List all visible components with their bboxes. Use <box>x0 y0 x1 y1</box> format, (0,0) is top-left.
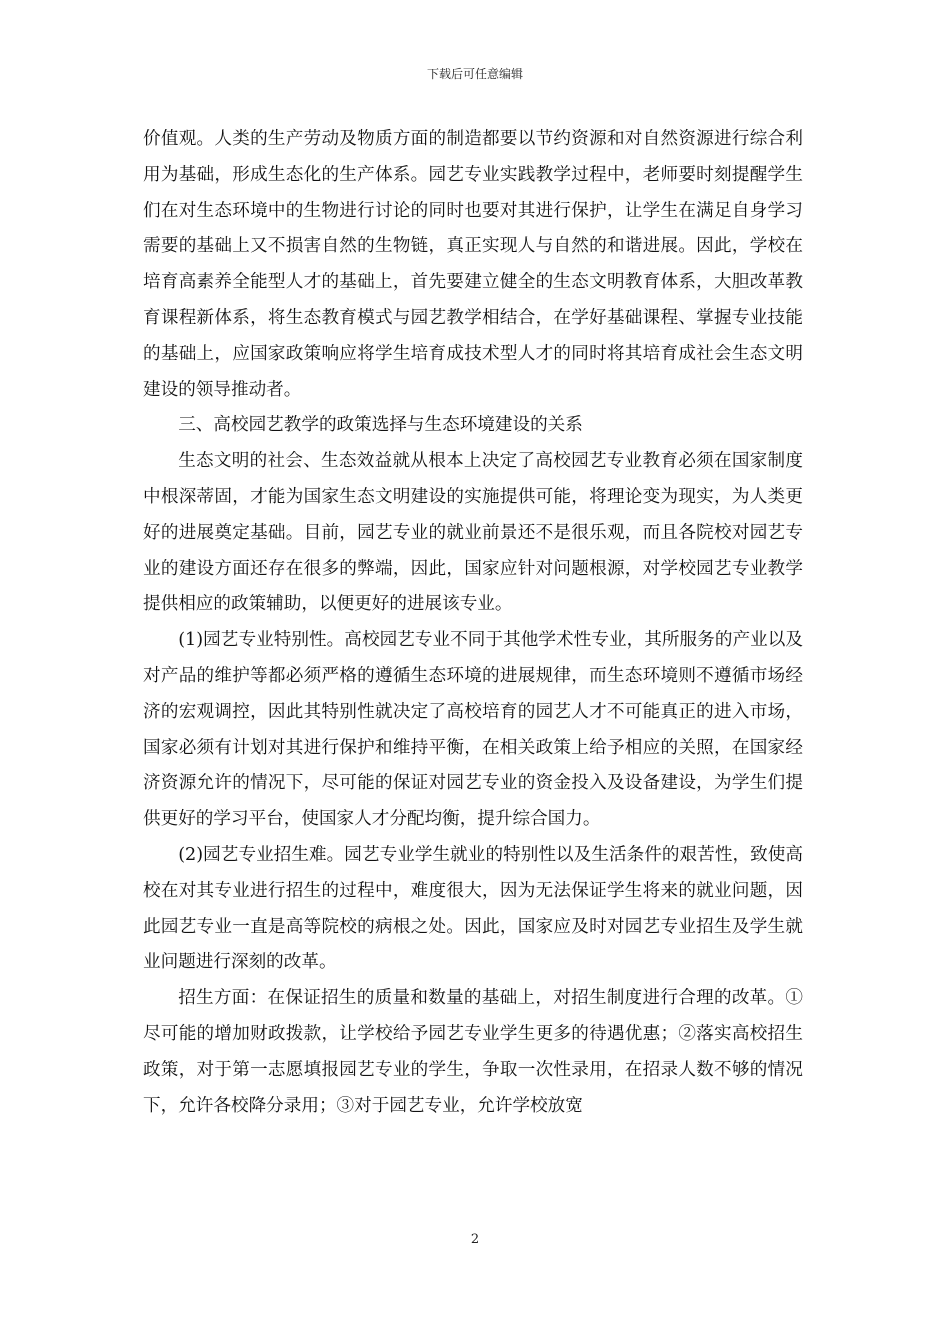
paragraph: (1)园艺专业特别性。高校园艺专业不同于其他学术性专业，其所服务的产业以及对产品的维护等都必须严格的遵循生态环境的进展规律，而生态环境则不遵循市场经济的宏观调控，因此其特别性就决定了高校培育的园艺人才不可能真正的进入市场，国家必须有计划对其进行保护和维持平衡，在相关政策上给予相应的关照，在国家经济资源允许的情况下，尽可能的保证对园艺专业的资金投入及设备建设，为学生们提供更好的学习平台，使国家人才分配均衡，提升综合国力。 <box>143 630 803 830</box>
paragraph: 价值观。人类的生产劳动及物质方面的制造都要以节约资源和对自然资源进行综合利用为基础，形成生态化的生产体系。园艺专业实践教学过程中，老师要时刻提醒学生们在对生态环境中的生物进行讨论的同时也要对其进行保护，让学生在满足自身学习需要的基础上又不损害自然的生物链，真正实现人与自然的和谐进展。因此，学校在培育高素养全能型人才的基础上，首先要建立健全的生态文明教育体系，大胆改革教育课程新体系，将生态教育模式与园艺教学相结合，在学好基础课程、掌握专业技能的基础上，应国家政策响应将学生培育成技术型人才的同时将其培育成社会生态文明建设的领导推动者。 <box>143 129 803 400</box>
page-header: 下载后可任意编辑 <box>426 67 523 81</box>
page-number: 2 <box>470 1232 480 1247</box>
paragraph: 生态文明的社会、生态效益就从根本上决定了高校园艺专业教育必须在国家制度中根深蒂固，才能为国家生态文明建设的实施提供可能，将理论变为现实，为人类更好的进展奠定基础。目前，园艺专业的就业前景还不是很乐观，而且各院校对园艺专业的建设方面还存在很多的弊端，因此，国家应针对问题根源，对学校园艺专业教学提供相应的政策辅助，以便更好的进展该专业。 <box>143 451 803 615</box>
paragraph: 招生方面：在保证招生的质量和数量的基础上，对招生制度进行合理的改革。①尽可能的增加财政拨款，让学校给予园艺专业学生更多的待遇优惠；②落实高校招生政策，对于第一志愿填报园艺专业的学生，争取一次性录用，在招录人数不够的情况下，允许各校降分录用；③对于园艺专业，允许学校放宽 <box>143 988 803 1116</box>
section-heading: 三、高校园艺教学的政策选择与生态环境建设的关系 <box>178 415 583 436</box>
document-body <box>143 122 803 1124</box>
paragraph: (2)园艺专业招生难。园艺专业学生就业的特别性以及生活条件的艰苦性，致使高校在对其专业进行招生的过程中，难度很大，因为无法保证学生将来的就业问题，因此园艺专业一直是高等院校的病根之处。因此，国家应及时对园艺专业招生及学生就业问题进行深刻的改革。 <box>143 844 803 973</box>
